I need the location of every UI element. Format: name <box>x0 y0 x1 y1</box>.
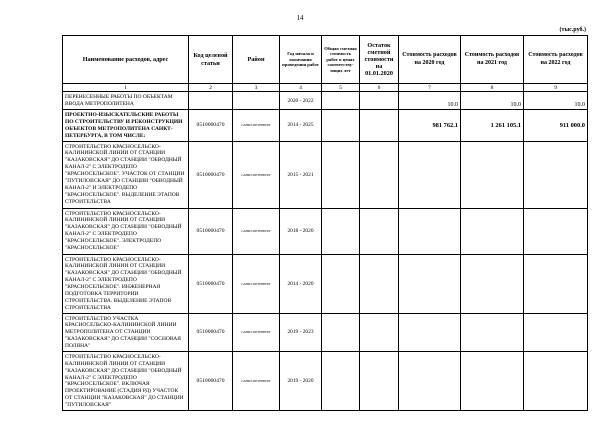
row-region <box>233 92 280 110</box>
row-total-cost <box>322 92 360 110</box>
row-total-cost <box>322 141 360 208</box>
row-cost-2022: 10.0 <box>524 92 588 110</box>
row-cost-2021 <box>461 313 524 351</box>
row-balance <box>360 92 399 110</box>
header-region: Район <box>233 36 280 84</box>
row-region: САНКТ-ПЕТЕРБУРГ <box>233 208 280 254</box>
column-number: 2 <box>189 84 233 92</box>
row-total-cost <box>322 110 360 142</box>
header-cost-2022: Стоимость расходов на 2022 год <box>524 36 588 84</box>
row-region: САНКТ-ПЕТЕРБУРГ <box>233 313 280 351</box>
header-cost-2021: Стоимость расходов на 2021 год <box>461 36 524 84</box>
header-cost-2020: Стоимость расходов на 2020 год <box>399 36 461 84</box>
column-number: 6 <box>360 84 399 92</box>
row-period: 2014 - 2025 <box>280 110 322 142</box>
row-cost-2022 <box>524 313 588 351</box>
row-cost-2022 <box>524 254 588 313</box>
row-cost-2022: 911 000.0 <box>524 110 588 142</box>
row-period: 2015 - 2021 <box>280 141 322 208</box>
row-total-cost <box>322 254 360 313</box>
row-period: 2019 - 2020 <box>280 351 322 410</box>
column-number: 5 <box>322 84 360 92</box>
table-row <box>63 208 588 254</box>
expense-table <box>62 35 588 411</box>
row-cost-2020 <box>399 351 461 410</box>
row-cost-2022 <box>524 351 588 410</box>
row-cost-2020 <box>399 254 461 313</box>
row-cost-2020: 981 762.1 <box>399 110 461 142</box>
row-name: СТРОИТЕЛЬСТВО КРАСНОСЕЛЬСКО-КАЛИНИНСКОЙ ЛИНИИ ОТ СТАНЦИИ "КАЗАКОВСКАЯ" ДО СТАНЦИИ "ОБВОДНЫЙ КАНАЛ-2" С ЭЛЕКТРОДЕПО "КРАСНОСЕЛЬСКОЕ". УЧАСТОК ОТ СТАНЦИИ "ПУТИЛОВСКАЯ" ДО СТАНЦИИ "ОБВОДНЫЙ КАНАЛ-2" И ЭЛЕКТРОДЕПО "КРАСНОСЕЛЬСКОЕ". ВЫДЕЛЕНИЕ ЭТАПОВ СТРОИТЕЛЬСТВА <box>63 141 189 208</box>
page-number: 14 <box>296 14 304 22</box>
row-name: ПЕРЕНЕСЕННЫЕ РАБОТЫ ПО ОБЪЕКТАМ ВВОДА МЕТРОПОЛИТЕНА <box>63 92 189 110</box>
header-period: Год начала и окончания проведения работ <box>280 36 322 84</box>
row-name: СТРОИТЕЛЬСТВО КРАСНОСЕЛЬСКО-КАЛИНИНСКОЙ ЛИНИИ ОТ СТАНЦИИ "КАЗАКОВСКАЯ" ДО СТАНЦИИ "ОБВОДНЫЙ КАНАЛ-2" С ЭЛЕКТРОДЕПО "КРАСНОСЕЛЬСКОЕ". ЭЛЕКТРОДЕПО "КРАСНОСЕЛЬСКОЕ" <box>63 208 189 254</box>
row-total-cost <box>322 351 360 410</box>
row-cost-2021 <box>461 351 524 410</box>
row-code: 0510060470 <box>189 351 233 410</box>
header-name: Наименование расходов, адрес <box>63 36 189 84</box>
column-number: 9 <box>524 84 588 92</box>
row-balance <box>360 351 399 410</box>
row-region: САНКТ-ПЕТЕРБУРГ <box>233 351 280 410</box>
table-row <box>63 92 588 110</box>
row-cost-2020 <box>399 141 461 208</box>
row-period: 2014 - 2020 <box>280 254 322 313</box>
row-cost-2020: 10.0 <box>399 92 461 110</box>
row-total-cost <box>322 208 360 254</box>
column-number-row <box>63 84 588 92</box>
row-region: САНКТ-ПЕТЕРБУРГ <box>233 110 280 142</box>
row-name: ПРОЕКТНО-ИЗЫСКАТЕЛЬСКИЕ РАБОТЫ ПО СТРОИТЕЛЬСТВУ И РЕКОНСТРУКЦИИ ОБЪЕКТОВ МЕТРОПОЛИТЕНА САНКТ-ПЕТЕРБУРГА, В ТОМ ЧИСЛЕ: <box>63 110 189 142</box>
row-period: 2019 - 2023 <box>280 313 322 351</box>
row-code: 0510060470 <box>189 141 233 208</box>
header-total-cost: Общая сметная стоимость работ в ценах соответству-ющих лет <box>322 36 360 84</box>
row-period: 2018 - 2020 <box>280 208 322 254</box>
row-cost-2020 <box>399 313 461 351</box>
row-balance <box>360 313 399 351</box>
row-region: САНКТ-ПЕТЕРБУРГ <box>233 254 280 313</box>
row-cost-2021: 10.0 <box>461 92 524 110</box>
column-number: 7 <box>399 84 461 92</box>
row-total-cost <box>322 313 360 351</box>
header-row <box>63 36 588 84</box>
header-code: Код целевой статьи <box>189 36 233 84</box>
row-cost-2022 <box>524 208 588 254</box>
row-balance <box>360 141 399 208</box>
row-period: 2020 - 2022 <box>280 92 322 110</box>
table-row <box>63 313 588 351</box>
row-code: 0510060470 <box>189 110 233 142</box>
column-number: 8 <box>461 84 524 92</box>
header-balance: Остаток сметной стоимости на 01.01.2020 <box>360 36 399 84</box>
column-number: 1 <box>63 84 189 92</box>
row-code: 0510060470 <box>189 254 233 313</box>
row-region: САНКТ-ПЕТЕРБУРГ <box>233 141 280 208</box>
row-balance <box>360 254 399 313</box>
table-row <box>63 351 588 410</box>
row-name: СТРОИТЕЛЬСТВО УЧАСТКА КРАСНОСЕЛЬСКО-КАЛИНИНСКОЙ ЛИНИИ МЕТРОПОЛИТЕНА ОТ СТАНЦИИ "КАЗАКОВСКАЯ" ДО СТАНЦИИ "СОСНОВАЯ ПОЛЯНА" <box>63 313 189 351</box>
row-code <box>189 92 233 110</box>
row-cost-2021 <box>461 254 524 313</box>
column-number: 4 <box>280 84 322 92</box>
row-name: СТРОИТЕЛЬСТВО КРАСНОСЕЛЬСКО-КАЛИНИНСКОЙ ЛИНИИ ОТ СТАНЦИИ "КАЗАКОВСКАЯ" ДО СТАНЦИИ "ОБВОДНЫЙ КАНАЛ-2" С ЭЛЕКТРОДЕПО "КРАСНОСЕЛЬСКОЕ". ВКЛЮЧАЯ ПРОЕКТИРОВАНИЕ (СТАДИЯ РД) УЧАСТОК ОТ СТАНЦИИ "КАЗАКОВСКАЯ" ДО СТАНЦИИ "ПУТИЛОВСКАЯ" <box>63 351 189 410</box>
row-name: СТРОИТЕЛЬСТВО КРАСНОСЕЛЬСКО-КАЛИНИНСКОЙ ЛИНИИ ОТ СТАНЦИИ "КАЗАКОВСКАЯ" ДО СТАНЦИИ "ОБВОДНЫЙ КАНАЛ-2" С ЭЛЕКТРОДЕПО "КРАСНОСЕЛЬСКОЕ". ИНЖЕНЕРНАЯ ПОДГОТОВКА ТЕРРИТОРИИ СТРОИТЕЛЬСТВА. ВЫДЕЛЕНИЕ ЭТАПОВ СТРОИТЕЛЬСТВА <box>63 254 189 313</box>
column-number: 3 <box>233 84 280 92</box>
row-cost-2021 <box>461 208 524 254</box>
units-label: (тыс.руб.) <box>559 27 586 33</box>
table-row <box>63 254 588 313</box>
row-balance <box>360 208 399 254</box>
row-code: 0510060470 <box>189 208 233 254</box>
table-row <box>63 110 588 142</box>
row-cost-2021: 1 261 105.1 <box>461 110 524 142</box>
table-row <box>63 141 588 208</box>
row-cost-2020 <box>399 208 461 254</box>
row-balance <box>360 110 399 142</box>
row-code: 0510060470 <box>189 313 233 351</box>
row-cost-2022 <box>524 141 588 208</box>
row-cost-2021 <box>461 141 524 208</box>
